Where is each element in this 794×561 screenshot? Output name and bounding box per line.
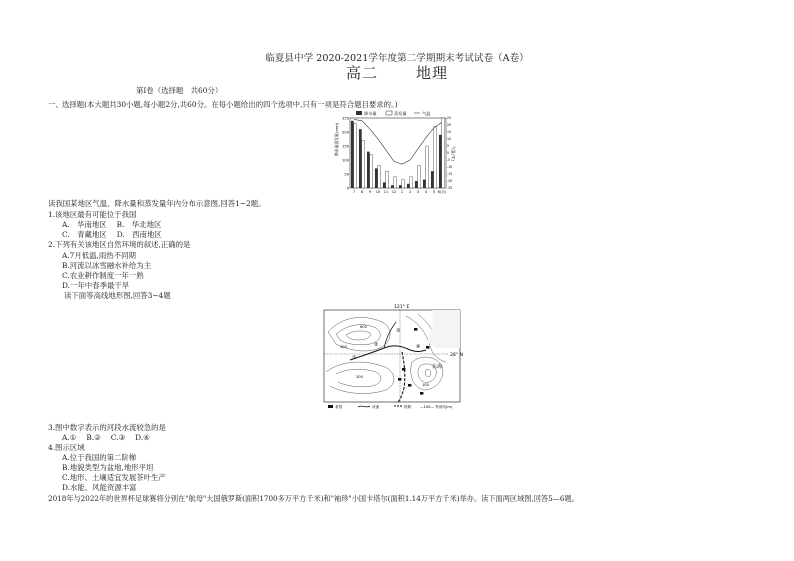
legend-river: 河流	[372, 405, 380, 409]
evap-bar	[434, 126, 437, 188]
y-right-tick: 25	[447, 116, 452, 121]
q4-stem: 4.图示区域	[48, 443, 85, 452]
precip-bar	[399, 185, 402, 188]
evap-bar	[362, 140, 365, 188]
parallel-label: 28° N	[450, 353, 464, 358]
precip-bar	[391, 185, 394, 188]
precip-bar	[407, 184, 410, 188]
q3-option-c[interactable]: C.③	[110, 433, 126, 442]
y-right-tick: 15	[447, 130, 452, 135]
q4-option-c[interactable]: C.地形、土壤适宜发展茶叶生产	[62, 473, 166, 482]
evap-bar	[410, 177, 413, 188]
q4-option-a[interactable]: A.位于我国的第二阶梯	[62, 453, 137, 462]
legend-precip: 降水量	[364, 111, 377, 116]
x-tick: 9	[368, 190, 372, 194]
section-number: 一、	[48, 100, 63, 109]
legend-evap: 蒸发量	[394, 111, 407, 116]
chart-legend	[356, 110, 431, 117]
y-left-tick: 0	[346, 186, 349, 191]
q4-option-d[interactable]: D.水能、风能资源丰富	[62, 483, 137, 492]
y-left-tick: 150	[342, 144, 349, 149]
exam-subject-line	[0, 62, 794, 83]
x-tick: 4	[424, 190, 428, 194]
precip-bar	[367, 152, 370, 188]
subject-label: 地理	[416, 64, 449, 82]
intro-q1-2: 读我国某地区气温、降水量和蒸发量年内分布示意图,回答1~2题。	[48, 199, 266, 208]
map-legend	[328, 404, 453, 409]
y-left-label: 降水量蒸发量(mm)	[334, 122, 339, 156]
y-left-axis	[342, 116, 350, 190]
y-right-tick: -15	[447, 172, 453, 177]
q1-stem: 1.该地区最有可能位于我国	[48, 210, 137, 219]
y-right-tick: -20	[447, 179, 453, 184]
y-right-label: 气温(℃)	[451, 146, 456, 161]
q2-option-b[interactable]: B.河流以冰雪融水补给为主	[62, 261, 152, 270]
x-tick: 5	[432, 190, 436, 194]
y-right-tick: 10	[447, 137, 452, 142]
legend-tea: 茶园	[335, 405, 343, 409]
precip-bar	[383, 182, 386, 188]
grade-label: 高二	[345, 64, 378, 82]
q2-option-c[interactable]: C.农业耕作制度一年一熟	[62, 271, 144, 280]
evap-bar	[378, 166, 381, 188]
q1-option-c[interactable]: C. 青藏地区	[62, 230, 107, 239]
precip-bar	[423, 180, 426, 188]
x-axis	[353, 189, 447, 194]
intro-q5-6: 2018年与2022年的世界杯足球赛将分别在"航母"大国俄罗斯(面积1700多万平方千米)和"袖珍"小国卡塔尔(面积1.14万平方千米)举办。读下面两区域图,回答5—6题。	[48, 494, 579, 503]
contour-label-600: 600	[360, 325, 367, 329]
y-left-tick: 250	[342, 116, 349, 121]
contour-map	[322, 302, 464, 414]
precip-bar	[359, 129, 362, 188]
q1-options-row2	[62, 230, 172, 240]
x-tick: 2	[408, 190, 412, 194]
precip-bar	[351, 121, 354, 188]
river-mark-2: ②	[374, 342, 379, 348]
x-tick: 8	[360, 190, 364, 194]
x-tick: 3	[416, 190, 420, 194]
q3-options	[62, 433, 160, 443]
q1-option-b[interactable]: B. 华北地区	[116, 220, 162, 229]
y-left-tick: 100	[342, 158, 349, 163]
contour-label-100: 100	[422, 383, 429, 387]
y-right-tick: 5	[447, 144, 450, 149]
x-tick: 6(月)	[437, 190, 447, 194]
evap-bar	[386, 171, 389, 188]
legend-river-icon	[358, 406, 370, 407]
meridian-label: 121° E	[394, 305, 410, 310]
q3-option-a[interactable]: A.①	[62, 433, 77, 442]
q4-option-b[interactable]: B.地貌类型为盆地,地形平坦	[62, 463, 154, 472]
contour-label-200: 200	[356, 375, 363, 379]
section-title: 第Ⅰ卷（选择题 共60分）	[136, 86, 223, 95]
legend-evap-swatch	[386, 111, 392, 115]
x-tick: 10	[375, 190, 381, 194]
evap-bar	[426, 146, 429, 188]
y-right-tick: -5	[447, 158, 451, 163]
y-right-tick: -10	[447, 165, 453, 170]
legend-temp: 气温	[422, 111, 431, 116]
q3-option-d[interactable]: D.④	[135, 433, 150, 442]
evap-bar	[354, 124, 357, 188]
q3-stem: 3.图中数字表示的河段水流较急的是	[48, 423, 166, 432]
x-tick: 1	[400, 190, 404, 194]
precip-bar	[375, 168, 378, 188]
intro-q3-4: 读下面等高线地形图,回答3~4题	[64, 291, 171, 300]
exam-title: 临夏县中学 2020-2021学年度第二学期期末考试试卷（A卷）	[265, 53, 529, 64]
bar-series	[351, 118, 444, 188]
precip-bar	[415, 181, 418, 188]
sea-label: 东海	[432, 364, 443, 370]
contour-label-400: 400	[340, 345, 347, 349]
climate-chart	[334, 110, 456, 198]
q1-option-d[interactable]: D. 西南地区	[116, 230, 162, 239]
section-instruction: 选择题(本大题共30小题,每小题2分,共60分。在每小题给出的四个选项中,只有一项是符合题目要求的。)	[62, 100, 398, 109]
y-left-tick: 50	[344, 172, 349, 177]
x-tick: 12	[391, 190, 397, 194]
q3-option-b[interactable]: B.②	[86, 433, 101, 442]
precip-bar	[431, 171, 434, 188]
q2-option-a[interactable]: A.7月低温,雨热不同期	[62, 251, 136, 260]
river-mark-4: ④	[416, 344, 421, 350]
y-right-tick: 20	[447, 123, 452, 128]
q1-options-row1	[62, 220, 171, 230]
x-tick: 7	[352, 190, 356, 194]
q2-option-d[interactable]: D.一年中春季最干旱	[62, 281, 130, 290]
evap-bar	[370, 154, 373, 188]
legend-precip-swatch	[356, 111, 362, 115]
x-tick: 11	[383, 190, 389, 194]
q2-stem: 2.下列有关该地区自然环境的叙述,正确的是	[48, 240, 191, 249]
legend-rail: 铁路	[404, 405, 412, 409]
evap-bar	[402, 180, 405, 188]
y-right-tick: 0	[447, 151, 450, 156]
y-right-tick: -25	[447, 186, 453, 191]
y-left-tick: 200	[342, 130, 349, 135]
legend-tea-icon	[328, 405, 333, 408]
evap-bar	[394, 177, 397, 188]
river-mark-3: ③	[396, 328, 401, 334]
river-mark-1: ①	[352, 355, 357, 361]
legend-contour: —100— 等高线(m)	[420, 405, 453, 409]
precip-bar	[439, 135, 442, 188]
evap-bar	[418, 166, 421, 188]
evap-bar	[442, 118, 445, 188]
q1-option-a[interactable]: A. 华南地区	[62, 220, 107, 229]
